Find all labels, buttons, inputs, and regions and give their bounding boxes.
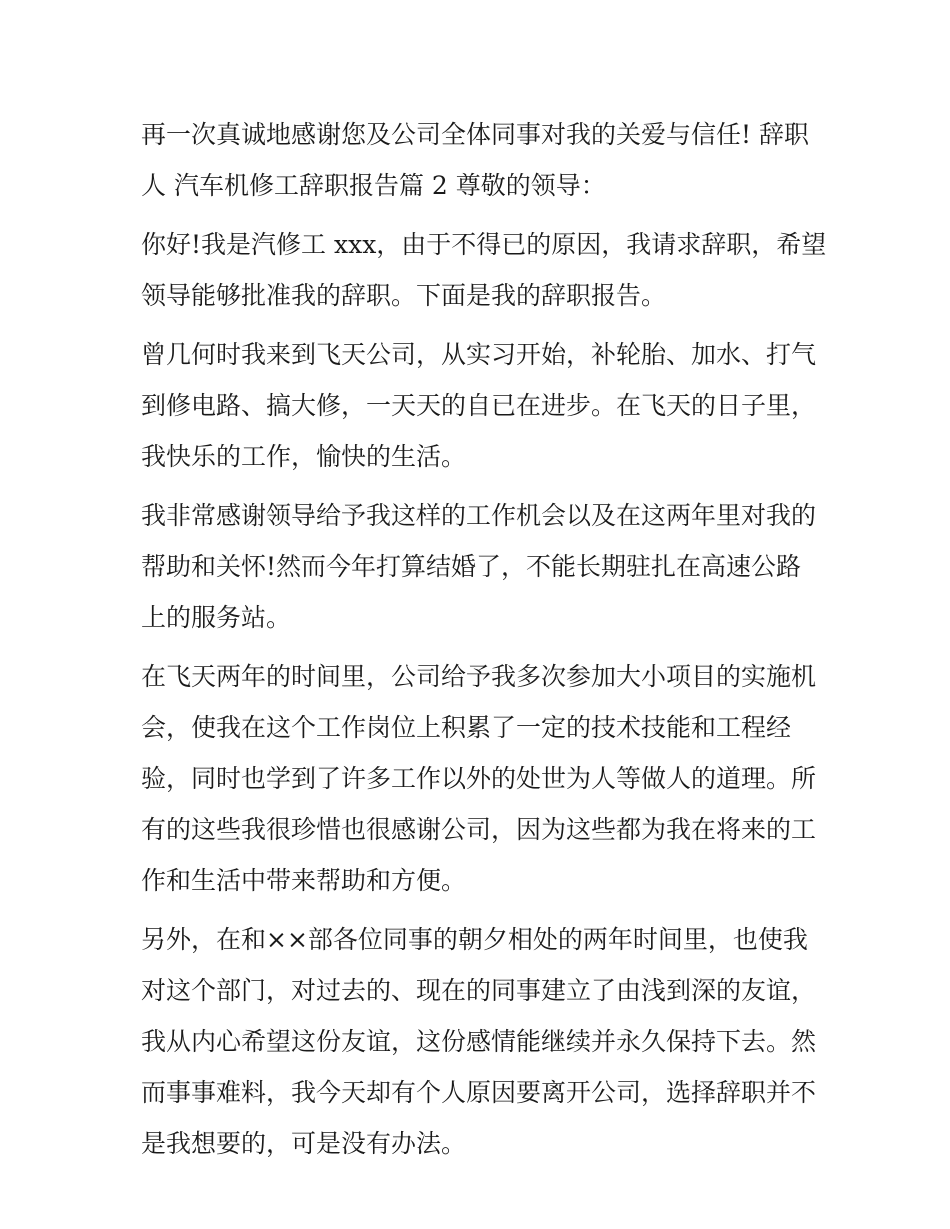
paragraph-closing-thanks (141, 109, 816, 211)
text-line: 上的服务站。 (141, 603, 292, 632)
text-line: 会，使我在这个工作岗位上积累了一定的技术技能和工程经 (141, 713, 792, 742)
text-line: 另外，在和××部各位同事的朝夕相处的两年时间里，也使我 (141, 925, 808, 954)
text-line: 你好!我是汽修工 xxx，由于不得已的原因，我请求辞职，希望 (141, 230, 827, 259)
paragraph-experience (141, 651, 816, 906)
text-line: 对这个部门，对过去的、现在的同事建立了由浅到深的友谊， (141, 976, 817, 1005)
text-line: 在飞天两年的时间里，公司给予我多次参加大小项目的实施机 (141, 662, 817, 691)
text-line: 人 汽车机修工辞职报告篇 2 尊敬的领导： (141, 171, 606, 200)
text-line: 有的这些我很珍惜也很感谢公司，因为这些都为我在将来的工 (141, 815, 817, 844)
text-line: 作和生活中带来帮助和方便。 (141, 866, 467, 895)
text-line: 曾几何时我来到飞天公司，从实习开始，补轮胎、加水、打气 (141, 340, 817, 369)
paragraph-history (141, 329, 816, 482)
text-line: 我快乐的工作，愉快的生活。 (141, 442, 467, 471)
text-line: 而事事难料，我今天却有个人原因要离开公司，选择辞职并不 (141, 1078, 817, 1107)
text-line: 我从内心希望这份友谊，这份感情能继续并永久保持下去。然 (141, 1027, 817, 1056)
text-line: 是我想要的，可是没有办法。 (141, 1129, 467, 1158)
text-line: 帮助和关怀!然而今年打算结婚了，不能长期驻扎在高速公路 (141, 552, 802, 581)
text-line: 再一次真诚地感谢您及公司全体同事对我的关爱与信任! 辞职 (141, 120, 809, 149)
document-body (141, 109, 827, 1169)
text-line: 到修电路、搞大修，一天天的自已在进步。在飞天的日子里， (141, 391, 817, 420)
text-line: 验，同时也学到了许多工作以外的处世为人等做人的道理。所 (141, 764, 817, 793)
paragraph-colleagues (141, 914, 816, 1169)
text-line: 我非常感谢领导给予我这样的工作机会以及在这两年里对我的 (141, 501, 817, 530)
paragraph-greeting (141, 219, 827, 321)
paragraph-gratitude (141, 490, 816, 643)
text-line: 领导能够批准我的辞职。下面是我的辞职报告。 (141, 281, 667, 310)
